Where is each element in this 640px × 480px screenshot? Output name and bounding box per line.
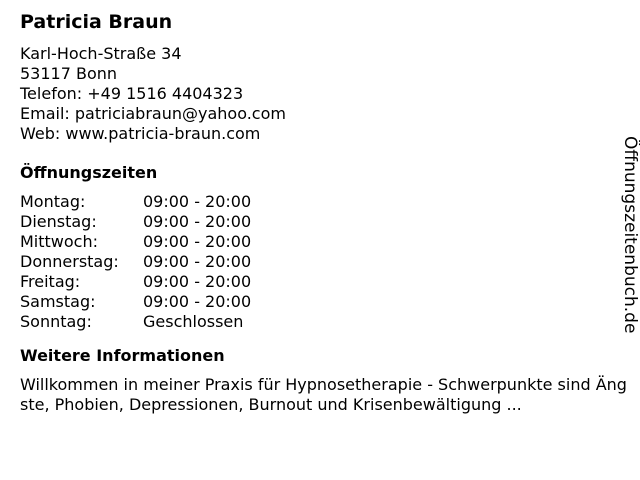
hours-row [20,192,610,212]
hours-row [20,272,610,292]
business-name: Patricia Braun [20,11,173,33]
hours-value: 09:00 - 20:00 [143,212,252,231]
phone-number[interactable]: Telefon: +49 1516 4404323 [20,84,244,103]
hours-value: 09:00 - 20:00 [143,272,252,291]
hours-row [20,252,610,272]
website-link[interactable]: Web: www.patricia-braun.com [20,124,261,143]
weekday-label: Sonntag: [20,312,92,331]
hours-value: Geschlossen [143,312,244,331]
hours-value: 09:00 - 20:00 [143,192,252,211]
hours-value: 09:00 - 20:00 [143,232,252,251]
weekday-label: Donnerstag: [20,252,119,271]
weekday-label: Freitag: [20,272,81,291]
hours-row [20,212,610,232]
weekday-label: Samstag: [20,292,96,311]
brand-watermark: Öffnungszeitenbuch.de [620,136,640,334]
hours-row [20,292,610,312]
hours-row [20,232,610,252]
info-heading: Weitere Informationen [20,346,225,365]
hours-value: 09:00 - 20:00 [143,292,252,311]
email-address[interactable]: Email: patriciabraun@yahoo.com [20,104,286,123]
hours-heading: Öffnungszeiten [20,163,158,182]
hours-value: 09:00 - 20:00 [143,252,252,271]
weekday-label: Mittwoch: [20,232,98,251]
weekday-label: Dienstag: [20,212,97,231]
street-address: Karl-Hoch-Straße 34 [20,44,182,63]
city-address: 53117 Bonn [20,64,118,83]
hours-row [20,312,610,332]
business-card [20,10,627,415]
contact-block [20,44,610,144]
weekday-label: Montag: [20,192,86,211]
opening-hours-list [20,192,610,332]
info-description: Willkommen in meiner Praxis für Hypnosetherapie - Schwerpunkte sind Ängste, Phobien, Depressionen, Burnout und Krisenbewältigung ... [20,375,627,414]
